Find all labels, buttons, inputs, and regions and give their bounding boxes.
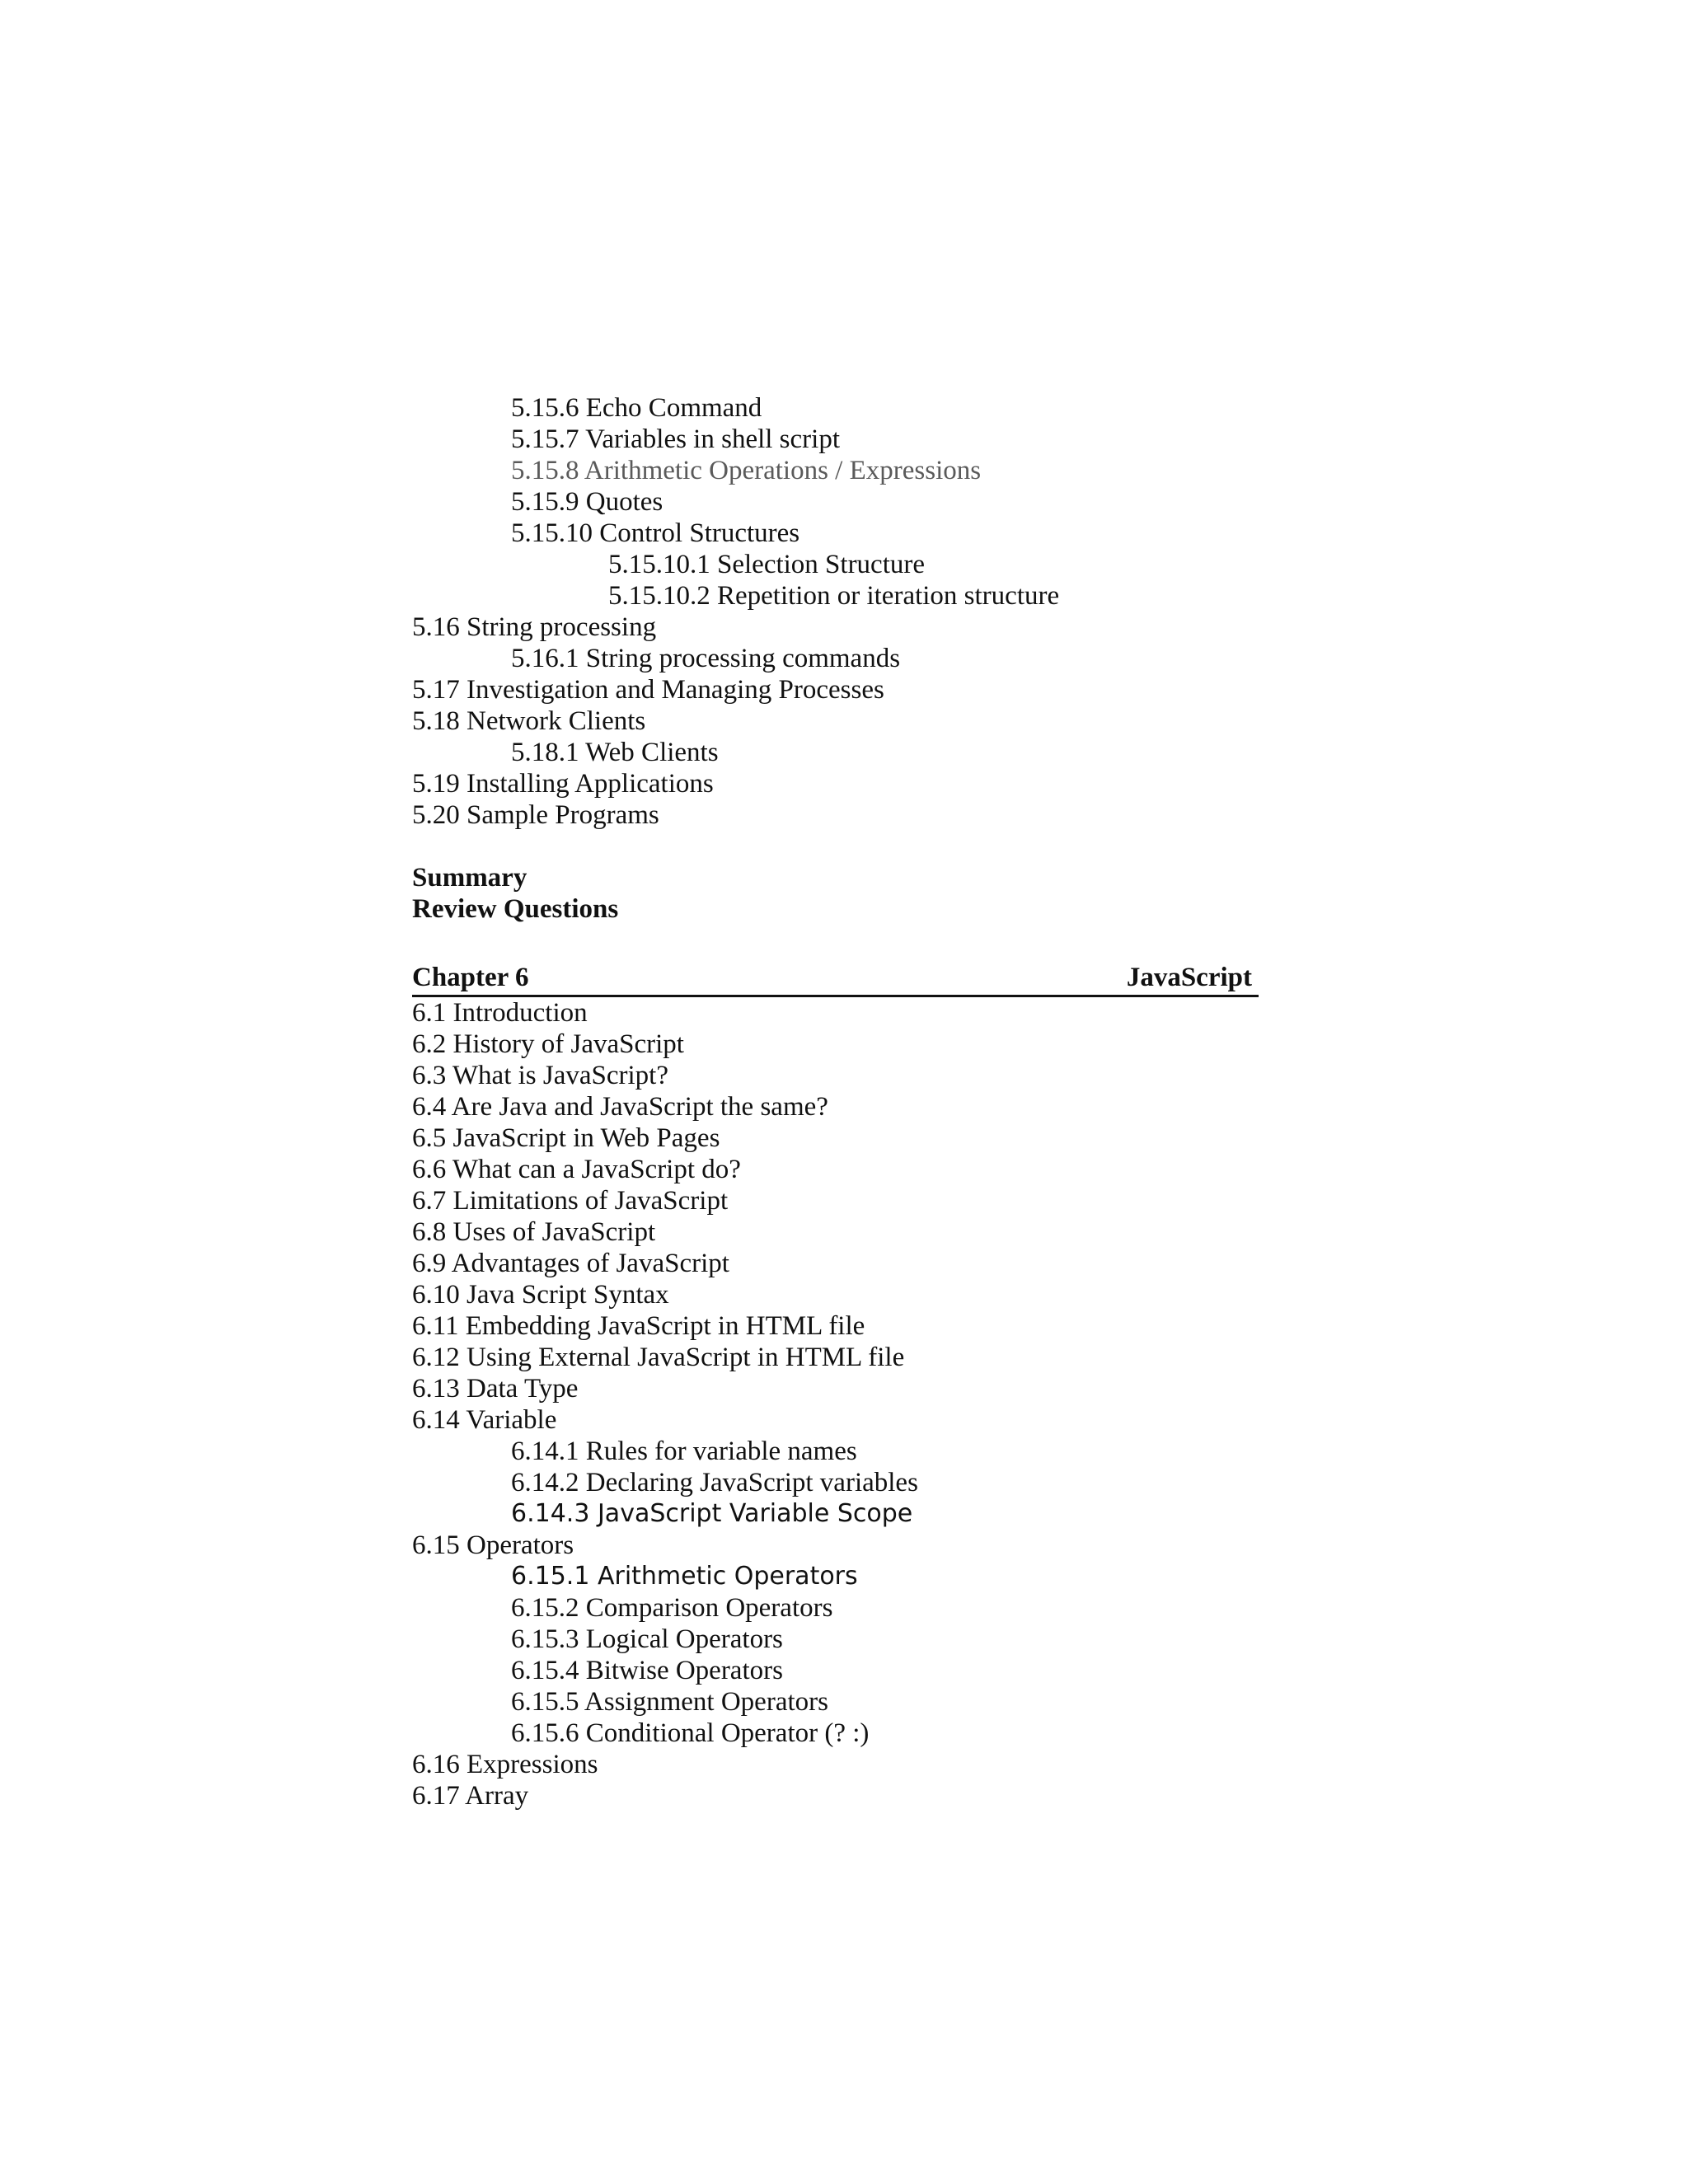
- chapter-title: JavaScript: [1126, 963, 1252, 992]
- toc-entry: 5.16 String processing: [412, 612, 657, 642]
- toc-entry: 6.14 Variable: [412, 1405, 557, 1435]
- toc-entry: 6.15.5 Assignment Operators: [511, 1687, 828, 1717]
- toc-entry: 6.5 JavaScript in Web Pages: [412, 1123, 720, 1153]
- toc-entry: 5.16.1 String processing commands: [511, 644, 901, 673]
- chapter-heading: [412, 962, 1259, 997]
- toc-entry: 5.15.6 Echo Command: [511, 393, 762, 423]
- toc-entry: 6.16 Expressions: [412, 1750, 598, 1779]
- toc-entry: 6.4 Are Java and JavaScript the same?: [412, 1092, 828, 1122]
- toc-entry: 5.19 Installing Applications: [412, 769, 714, 799]
- toc-entry: 6.1 Introduction: [412, 998, 588, 1028]
- toc-entry: 6.11 Embedding JavaScript in HTML file: [412, 1311, 865, 1341]
- toc-entry: 5.18 Network Clients: [412, 706, 646, 736]
- toc-entry: 6.15 Operators: [412, 1530, 574, 1560]
- toc-entry: 6.15.1 Arithmetic Operators: [511, 1562, 858, 1591]
- toc-entry: 5.15.10.2 Repetition or iteration structure: [608, 581, 1060, 611]
- toc-entry: 6.12 Using External JavaScript in HTML file: [412, 1343, 905, 1372]
- toc-entry: 5.15.10 Control Structures: [511, 518, 800, 548]
- toc-entry: 6.15.3 Logical Operators: [511, 1624, 783, 1654]
- summary-heading: Summary: [412, 863, 528, 893]
- toc-entry: 6.2 History of JavaScript: [412, 1029, 684, 1059]
- toc-entry: 6.9 Advantages of JavaScript: [412, 1249, 729, 1278]
- chapter-number: Chapter 6: [412, 963, 529, 992]
- review-questions-heading: Review Questions: [412, 894, 619, 924]
- toc-entry: 6.6 What can a JavaScript do?: [412, 1155, 741, 1184]
- toc-entry: 5.15.8 Arithmetic Operations / Expressions: [511, 456, 982, 485]
- toc-entry: 5.18.1 Web Clients: [511, 738, 719, 767]
- toc-entry: 6.7 Limitations of JavaScript: [412, 1186, 729, 1216]
- toc-entry: 6.10 Java Script Syntax: [412, 1280, 669, 1310]
- toc-entry: 6.17 Array: [412, 1781, 529, 1811]
- toc-entry: 6.14.3 JavaScript Variable Scope: [511, 1499, 913, 1528]
- toc-entry: 5.20 Sample Programs: [412, 800, 659, 830]
- toc-entry: 6.14.2 Declaring JavaScript variables: [511, 1468, 918, 1497]
- toc-entry: 6.3 What is JavaScript?: [412, 1061, 668, 1090]
- toc-entry: 6.8 Uses of JavaScript: [412, 1217, 656, 1247]
- toc-entry: 6.15.4 Bitwise Operators: [511, 1656, 783, 1685]
- toc-entry: 5.17 Investigation and Managing Processes: [412, 675, 884, 705]
- toc-entry: 6.15.6 Conditional Operator (? :): [511, 1718, 870, 1748]
- toc-entry: 5.15.9 Quotes: [511, 487, 663, 517]
- toc-entry: 6.14.1 Rules for variable names: [511, 1436, 857, 1466]
- toc-entry: 5.15.7 Variables in shell script: [511, 424, 840, 454]
- toc-entry: 5.15.10.1 Selection Structure: [608, 550, 926, 579]
- toc-entry: 6.15.2 Comparison Operators: [511, 1593, 833, 1623]
- toc-entry: 6.13 Data Type: [412, 1374, 579, 1404]
